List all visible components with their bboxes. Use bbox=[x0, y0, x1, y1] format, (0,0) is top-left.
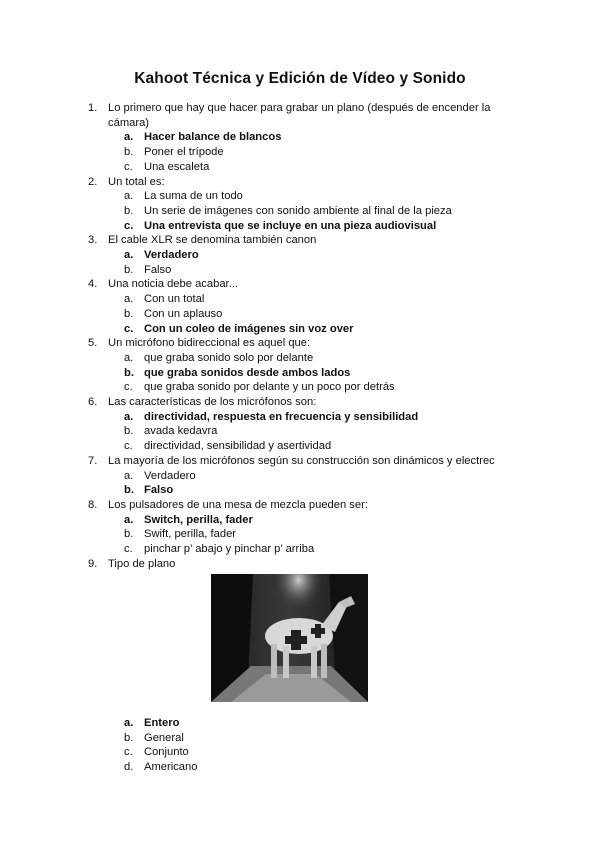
option bbox=[124, 745, 197, 760]
options-list bbox=[124, 248, 508, 277]
question-1 bbox=[88, 101, 508, 175]
option-letter: b. bbox=[124, 425, 134, 438]
option-letter: a. bbox=[124, 293, 134, 306]
correct-option bbox=[124, 219, 508, 234]
option-text: que graba sonido por delante y un poco por detrás bbox=[144, 381, 395, 394]
option-letter: b. bbox=[124, 731, 134, 744]
option-letter: c. bbox=[124, 543, 133, 556]
option bbox=[124, 469, 508, 484]
option-letter: c. bbox=[124, 440, 133, 453]
option-text: Hacer balance de blancos bbox=[144, 131, 282, 144]
question-text: Las características de los micrófonos son: bbox=[108, 396, 317, 409]
question-number: 7. bbox=[88, 454, 98, 467]
question-number: 8. bbox=[88, 498, 98, 511]
option-letter: b. bbox=[124, 204, 134, 217]
option-text: Conjunto bbox=[144, 746, 189, 759]
option-text: que graba sonido solo por delante bbox=[144, 351, 314, 364]
option-letter: a. bbox=[124, 717, 134, 729]
horse-photo bbox=[211, 574, 368, 702]
options-list bbox=[124, 410, 508, 454]
option bbox=[124, 189, 508, 204]
question-8 bbox=[88, 498, 508, 557]
option-letter: b. bbox=[124, 484, 134, 497]
option-letter: b. bbox=[124, 528, 134, 541]
option-text: Una entrevista que se incluye en una pieza audiovisual bbox=[144, 219, 437, 232]
options-list bbox=[124, 513, 508, 557]
question-number: 5. bbox=[88, 337, 98, 350]
option-letter: a. bbox=[124, 190, 134, 203]
option-text: La suma de un todo bbox=[144, 190, 243, 203]
question-6 bbox=[88, 395, 508, 454]
option bbox=[124, 731, 197, 746]
options-list bbox=[124, 189, 508, 233]
option bbox=[124, 760, 197, 775]
option-letter: b. bbox=[124, 366, 134, 379]
option-text: Con un aplauso bbox=[144, 307, 223, 320]
option-letter: c. bbox=[124, 746, 133, 759]
option-text: Swift, perilla, fader bbox=[144, 528, 237, 541]
option-text: Con un total bbox=[144, 293, 205, 306]
question-text: Un micrófono bidireccional es aquel que: bbox=[108, 337, 311, 350]
option-letter: d. bbox=[124, 761, 134, 774]
option-text: directividad, respuesta en frecuencia y sensibilidad bbox=[144, 410, 419, 423]
option bbox=[124, 439, 508, 454]
document-title: Kahoot Técnica y Edición de Vídeo y Sonido bbox=[134, 70, 466, 87]
option-letter: a. bbox=[124, 249, 134, 262]
option-text: que graba sonidos desde ambos lados bbox=[144, 366, 351, 379]
options-list bbox=[124, 130, 508, 174]
options-list bbox=[124, 351, 508, 395]
correct-option bbox=[124, 130, 508, 145]
question-9-options bbox=[124, 716, 197, 775]
option-letter: a. bbox=[124, 513, 134, 526]
question-text: Lo primero que hay que hacer para grabar un plano (después de encender la cámara) bbox=[108, 102, 491, 129]
option-text: pinchar p’ abajo y pinchar p’ arriba bbox=[144, 543, 315, 556]
option bbox=[124, 542, 508, 557]
correct-option bbox=[124, 483, 508, 498]
option-letter: a. bbox=[124, 469, 134, 482]
option-letter: a. bbox=[124, 410, 134, 423]
question-9 bbox=[88, 557, 508, 572]
question-3 bbox=[88, 233, 508, 277]
question-number: 4. bbox=[88, 278, 98, 291]
correct-option bbox=[124, 322, 508, 337]
option bbox=[124, 292, 508, 307]
options-list bbox=[124, 292, 508, 336]
option-text: Entero bbox=[144, 717, 180, 729]
option-letter: b. bbox=[124, 146, 134, 159]
option bbox=[124, 307, 508, 322]
question-7 bbox=[88, 454, 508, 498]
option bbox=[124, 145, 508, 160]
question-text: Un total es: bbox=[108, 175, 165, 188]
option bbox=[124, 204, 508, 219]
question-text: Tipo de plano bbox=[108, 557, 176, 570]
option-text: Switch, perilla, fader bbox=[144, 513, 253, 526]
question-text: La mayoría de los micrófonos según su construcción son dinámicos y electrec bbox=[108, 454, 495, 467]
question-number: 6. bbox=[88, 396, 98, 409]
option-text: Falso bbox=[144, 484, 174, 497]
option-text: directividad, sensibilidad y asertividad bbox=[144, 440, 332, 453]
option-letter: c. bbox=[124, 381, 133, 394]
option bbox=[124, 527, 508, 542]
option-letter: c. bbox=[124, 219, 134, 232]
correct-option bbox=[124, 410, 508, 425]
question-list bbox=[88, 101, 508, 572]
question-number: 9. bbox=[88, 557, 98, 570]
option-text: Un serie de imágenes con sonido ambiente al final de la pieza bbox=[144, 204, 452, 217]
option-text: Poner el trípode bbox=[144, 146, 224, 159]
question-5 bbox=[88, 336, 508, 395]
option-text: Falso bbox=[144, 263, 172, 276]
question-number: 1. bbox=[88, 102, 98, 114]
option-letter: c. bbox=[124, 322, 134, 335]
option-letter: a. bbox=[124, 131, 134, 144]
correct-option bbox=[124, 366, 508, 381]
question-2 bbox=[88, 175, 508, 234]
question-text: Los pulsadores de una mesa de mezcla pueden ser: bbox=[108, 498, 368, 511]
correct-option bbox=[124, 248, 508, 263]
option-text: Una escaleta bbox=[144, 160, 210, 173]
question-4 bbox=[88, 277, 508, 336]
option-letter: b. bbox=[124, 263, 134, 276]
correct-option bbox=[124, 716, 197, 731]
option-text: avada kedavra bbox=[144, 425, 218, 438]
option bbox=[124, 424, 508, 439]
option-letter: c. bbox=[124, 160, 133, 173]
option-letter: b. bbox=[124, 307, 134, 320]
question-text: Una noticia debe acabar... bbox=[108, 278, 238, 291]
option bbox=[124, 351, 508, 366]
question-number: 3. bbox=[88, 234, 98, 247]
option bbox=[124, 160, 508, 175]
question-number: 2. bbox=[88, 175, 98, 188]
option-text: General bbox=[144, 731, 184, 744]
correct-option bbox=[124, 513, 508, 528]
options-list bbox=[124, 469, 508, 498]
option-letter: a. bbox=[124, 351, 134, 364]
option bbox=[124, 380, 508, 395]
option-text: Verdadero bbox=[144, 469, 196, 482]
option bbox=[124, 263, 508, 278]
option-text: Verdadero bbox=[144, 249, 199, 262]
option-text: Con un coleo de imágenes sin voz over bbox=[144, 322, 354, 335]
option-text: Americano bbox=[144, 761, 198, 774]
question-text: El cable XLR se denomina también canon bbox=[108, 234, 317, 247]
